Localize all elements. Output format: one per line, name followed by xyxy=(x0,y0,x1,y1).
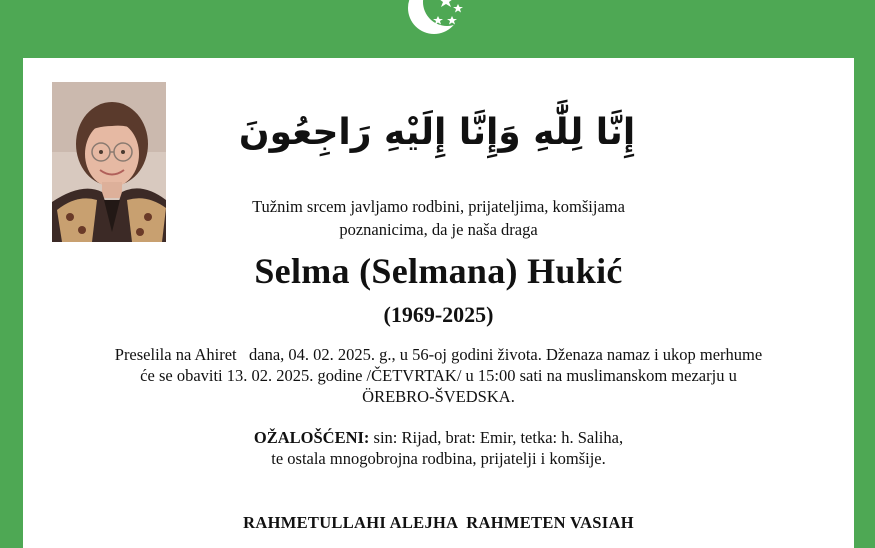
announcement-line-2: će se obaviti 13. 02. 2025. godine /ČETVRTAK/ u 15:00 sati na muslimanskom mezarju u xyxy=(140,366,737,385)
closing-prayer: RAHMETULLAHI ALEJHA RAHMETEN VASIAH xyxy=(243,513,634,532)
mourners-text xyxy=(23,427,854,469)
intro-line-1: Tužnim srcem javljamo rodbini, prijateljima, komšijama xyxy=(252,197,625,216)
deceased-name: Selma (Selmana) Hukić xyxy=(254,251,623,291)
crescent-star-icon xyxy=(392,0,482,45)
calligraphy-text: إِنَّا لِلَّٰهِ وَإِنَّا إِلَيْهِ رَاجِعُونَ xyxy=(238,112,636,153)
announcement-line-1: Preselila na Ahiret dana, 04. 02. 2025. g., u 56-oj godini života. Dženaza namaz i ukop merhume xyxy=(114,345,763,364)
mourners-line-2: te ostala mnogobrojna rodbina, prijatelji i komšije. xyxy=(271,449,606,468)
intro-line-2: poznanicima, da je naša draga xyxy=(339,220,538,239)
deceased-years: (1969-2025) xyxy=(383,302,494,327)
arabic-calligraphy xyxy=(238,76,636,186)
obituary-card xyxy=(23,58,854,548)
intro-text xyxy=(23,195,854,241)
mourners-label: OŽALOŠĆENI: xyxy=(253,428,370,447)
announcement-text xyxy=(23,344,854,407)
mourners-line-1: sin: Rijad, brat: Emir, tetka: h. Saliha, xyxy=(369,428,624,447)
announcement-line-3: ÖREBRO-ŠVEDSKA. xyxy=(362,387,515,406)
